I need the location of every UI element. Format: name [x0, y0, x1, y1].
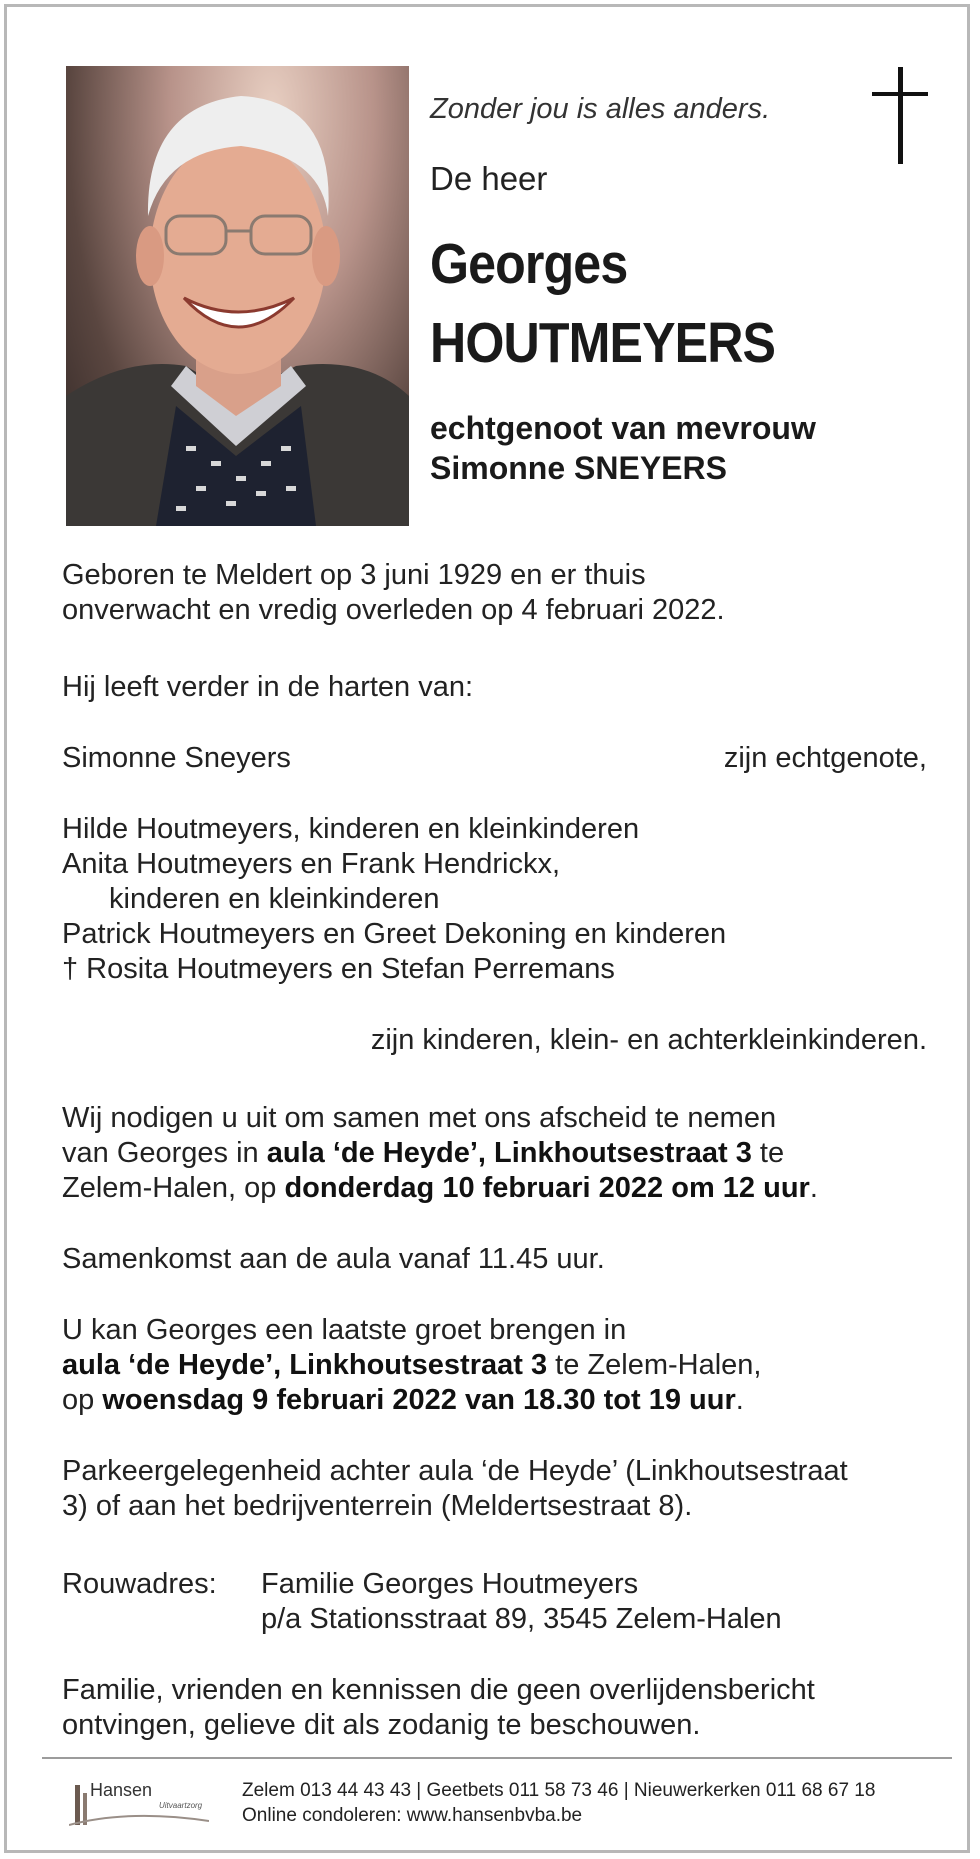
- portrait-photo: [66, 66, 409, 526]
- deceased-last-name: HOUTMEYERS: [430, 311, 776, 375]
- spouse-name: Simonne Sneyers: [62, 742, 291, 774]
- birth-line-1: Geboren te Meldert op 3 juni 1929 en er thuis: [62, 559, 646, 591]
- venue: aula ‘de Heyde’, Linkhoutsestraat 3: [62, 1349, 548, 1381]
- greet-line-3: op woensdag 9 februari 2022 van 18.30 tot 19 uur.: [62, 1384, 744, 1416]
- spouse-role: zijn echtgenote,: [723, 742, 927, 774]
- gathering-text: Samenkomst aan de aula vanaf 11.45 uur.: [62, 1243, 605, 1275]
- child-line: Hilde Houtmeyers, kinderen en kleinkinderen: [62, 813, 640, 845]
- notice-line-2: ontvingen, gelieve dit als zodanig te beschouwen.: [62, 1709, 701, 1741]
- portrait-illustration: [66, 66, 409, 526]
- invite-line-1: Wij nodigen u uit om samen met ons afscheid te nemen: [62, 1102, 777, 1134]
- motto: Zonder jou is alles anders.: [430, 93, 771, 125]
- ceremony-date: donderdag 10 februari 2022 om 12 uur: [284, 1172, 810, 1204]
- deceased-first-name: Georges: [430, 232, 628, 296]
- invite-line-3: Zelem-Halen, op donderdag 10 februari 2022 om 12 uur.: [62, 1172, 818, 1204]
- cross-icon: [872, 67, 932, 167]
- child-line: Anita Houtmeyers en Frank Hendrickx,: [62, 848, 561, 880]
- spouse-name-heading: Simonne SNEYERS: [430, 450, 727, 486]
- mourning-address-label: Rouwadres:: [62, 1568, 217, 1600]
- invite-line-2: van Georges in aula ‘de Heyde’, Linkhoutsestraat 3 te: [62, 1137, 785, 1169]
- birth-line-2: onverwacht en vredig overleden op 4 februari 2022.: [62, 594, 725, 626]
- footer-contacts: Zelem 013 44 43 43 | Geetbets 011 58 73 46 | Nieuwerkerken 011 68 67 18: [242, 1780, 876, 1801]
- mourning-address-line-1: Familie Georges Houtmeyers: [261, 1568, 639, 1600]
- funeral-home-name: Hansen: [90, 1780, 153, 1800]
- lives-on-text: Hij leeft verder in de harten van:: [62, 671, 474, 703]
- greet-line-2: aula ‘de Heyde’, Linkhoutsestraat 3 te Zelem-Halen,: [62, 1349, 762, 1381]
- children-role: zijn kinderen, klein- en achterkleinkinderen.: [370, 1024, 927, 1056]
- mourning-address-line-2: p/a Stationsstraat 89, 3545 Zelem-Halen: [261, 1603, 782, 1635]
- footer-online-condolences: Online condoleren: www.hansenbvba.be: [242, 1805, 583, 1826]
- greet-line-1: U kan Georges een laatste groet brengen in: [62, 1314, 627, 1346]
- child-line: kinderen en kleinkinderen: [109, 883, 440, 915]
- footer-divider: [42, 1757, 952, 1759]
- venue: aula ‘de Heyde’, Linkhoutsestraat 3: [266, 1137, 752, 1169]
- obituary-card: [4, 4, 970, 1853]
- parking-line-1: Parkeergelegenheid achter aula ‘de Heyde’ (Linkhoutsestraat: [62, 1455, 848, 1487]
- spouse-intro: echtgenoot van mevrouw: [430, 410, 816, 446]
- parking-line-2: 3) of aan het bedrijventerrein (Meldertsestraat 8).: [62, 1490, 693, 1522]
- honorific: De heer: [430, 160, 548, 197]
- notice-line-1: Familie, vrienden en kennissen die geen overlijdensbericht: [62, 1674, 815, 1706]
- funeral-home-tagline: Uitvaartzorg: [159, 1801, 203, 1810]
- visitation-date: woensdag 9 februari 2022 van 18.30 tot 19 uur: [102, 1384, 736, 1416]
- child-line: † Rosita Houtmeyers en Stefan Perremans: [62, 953, 615, 985]
- child-line: Patrick Houtmeyers en Greet Dekoning en kinderen: [62, 918, 727, 950]
